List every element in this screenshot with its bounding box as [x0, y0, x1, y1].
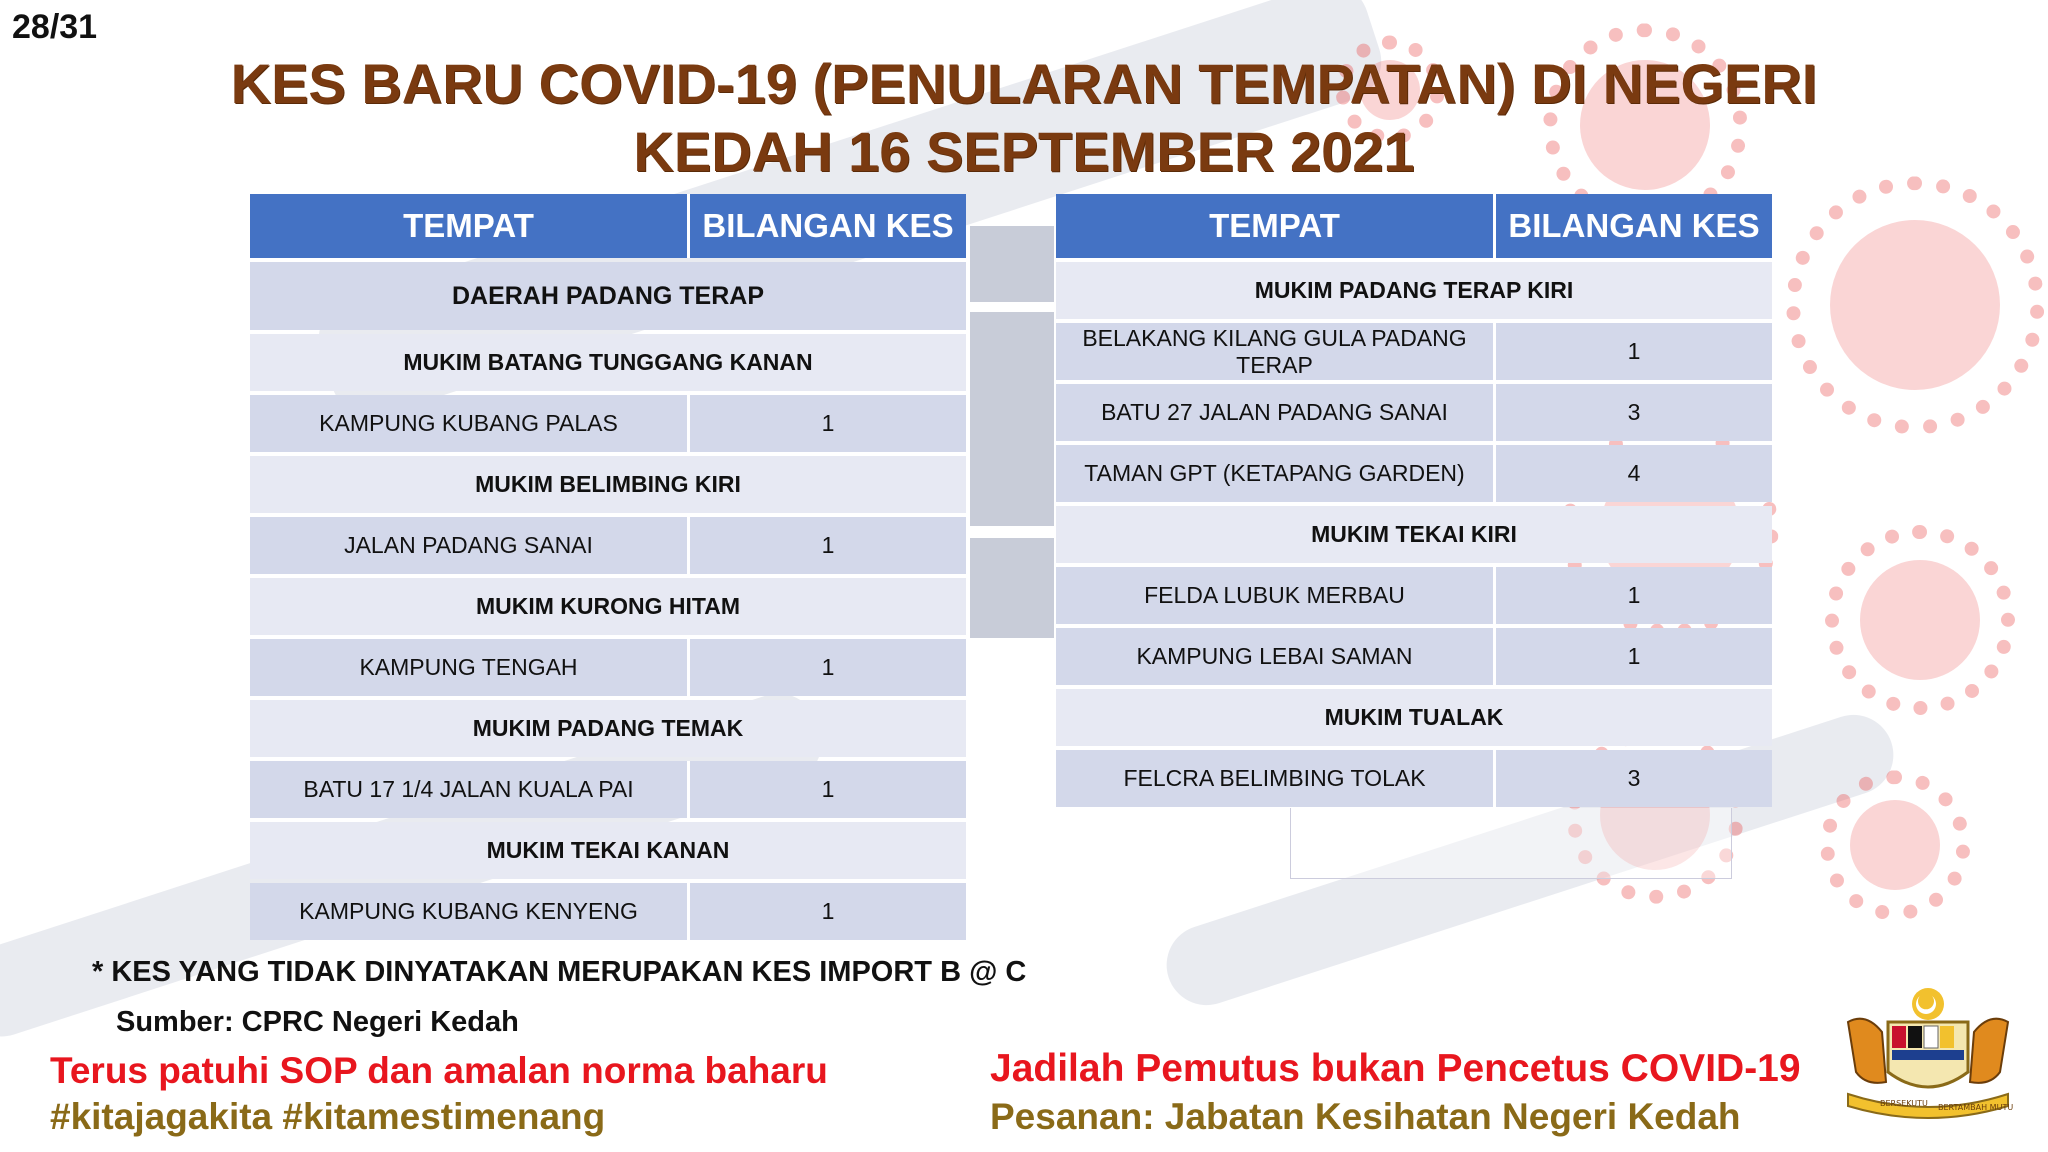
virus-decoration	[1860, 560, 1980, 680]
title-line-2: KEDAH 16 SEPTEMBER 2021	[633, 120, 1415, 183]
table-header-row	[250, 194, 966, 258]
case-count-cell: 3	[1496, 384, 1772, 441]
case-count-cell: 1	[690, 761, 966, 818]
mukim-row	[1056, 506, 1772, 563]
table-row	[250, 883, 966, 940]
place-cell: KAMPUNG TENGAH	[250, 639, 690, 696]
virus-decoration	[1850, 800, 1940, 890]
background-panel	[970, 226, 1054, 302]
cases-table-right	[1056, 190, 1772, 811]
mukim-name: MUKIM TEKAI KIRI	[1056, 506, 1772, 563]
place-cell: FELDA LUBUK MERBAU	[1056, 567, 1496, 624]
mukim-row	[1056, 689, 1772, 746]
table-row	[1056, 567, 1772, 624]
header-count: BILANGAN KES	[690, 194, 966, 258]
footnote: * KES YANG TIDAK DINYATAKAN MERUPAKAN KES IMPORT B @ C	[92, 956, 1027, 988]
mukim-row	[250, 822, 966, 879]
page-number: 28/31	[12, 8, 98, 46]
place-cell: BATU 17 1/4 JALAN KUALA PAI	[250, 761, 690, 818]
case-count-cell: 1	[690, 395, 966, 452]
message-source: Pesanan: Jabatan Kesihatan Negeri Kedah	[990, 1096, 1741, 1137]
mukim-row	[250, 700, 966, 757]
table-row	[1056, 750, 1772, 807]
table-header-row	[1056, 194, 1772, 258]
virus-decoration	[1830, 220, 2000, 390]
case-count-cell: 1	[690, 639, 966, 696]
district-row	[250, 262, 966, 330]
table-row	[250, 761, 966, 818]
place-cell: KAMPUNG LEBAI SAMAN	[1056, 628, 1496, 685]
place-cell: BATU 27 JALAN PADANG SANAI	[1056, 384, 1496, 441]
cases-table-left	[250, 190, 966, 944]
mukim-name: MUKIM TEKAI KANAN	[250, 822, 966, 879]
mukim-name: MUKIM PADANG TERAP KIRI	[1056, 262, 1772, 319]
title-line-1: KES BARU COVID-19 (PENULARAN TEMPATAN) DI NEGERI	[230, 52, 1818, 115]
header-count: BILANGAN KES	[1496, 194, 1772, 258]
mukim-name: MUKIM TUALAK	[1056, 689, 1772, 746]
table-row	[250, 395, 966, 452]
background-panel	[970, 538, 1054, 638]
mukim-name: MUKIM BATANG TUNGGANG KANAN	[250, 334, 966, 391]
mukim-row	[1056, 262, 1772, 319]
sop-reminder: Terus patuhi SOP dan amalan norma baharu	[50, 1050, 828, 1091]
place-cell: KAMPUNG KUBANG KENYENG	[250, 883, 690, 940]
case-count-cell: 1	[690, 883, 966, 940]
crest-motto-right: BERTAMBAH MUTU	[1938, 1103, 2014, 1112]
case-count-cell: 1	[690, 517, 966, 574]
table-row	[1056, 384, 1772, 441]
mukim-row	[250, 578, 966, 635]
place-cell: FELCRA BELIMBING TOLAK	[1056, 750, 1496, 807]
place-cell: JALAN PADANG SANAI	[250, 517, 690, 574]
table-row	[1056, 628, 1772, 685]
table-row	[250, 639, 966, 696]
table-row	[250, 517, 966, 574]
mukim-name: MUKIM KURONG HITAM	[250, 578, 966, 635]
place-cell: TAMAN GPT (KETAPANG GARDEN)	[1056, 445, 1496, 502]
background-panel	[1290, 808, 1732, 879]
background-panel	[970, 312, 1054, 526]
header-place: TEMPAT	[1056, 194, 1496, 258]
place-cell: KAMPUNG KUBANG PALAS	[250, 395, 690, 452]
district-name: DAERAH PADANG TERAP	[250, 262, 966, 330]
table-row	[1056, 445, 1772, 502]
crest-motto-left: BERSEKUTU	[1880, 1099, 1928, 1108]
case-count-cell: 1	[1496, 628, 1772, 685]
mukim-name: MUKIM PADANG TEMAK	[250, 700, 966, 757]
mukim-row	[250, 334, 966, 391]
page-title	[0, 50, 2048, 186]
slogan: Jadilah Pemutus bukan Pencetus COVID-19	[990, 1047, 1801, 1090]
mukim-row	[250, 456, 966, 513]
case-count-cell: 1	[1496, 323, 1772, 380]
case-count-cell: 1	[1496, 567, 1772, 624]
case-count-cell: 3	[1496, 750, 1772, 807]
place-cell: BELAKANG KILANG GULA PADANG TERAP	[1056, 323, 1496, 380]
hashtags: #kitajagakita #kitamestimenang	[50, 1096, 606, 1137]
mukim-name: MUKIM BELIMBING KIRI	[250, 456, 966, 513]
table-row	[1056, 323, 1772, 380]
header-place: TEMPAT	[250, 194, 690, 258]
source-text: Sumber: CPRC Negeri Kedah	[116, 1006, 519, 1038]
malaysia-coat-of-arms-logo	[1828, 982, 2028, 1132]
case-count-cell: 4	[1496, 445, 1772, 502]
